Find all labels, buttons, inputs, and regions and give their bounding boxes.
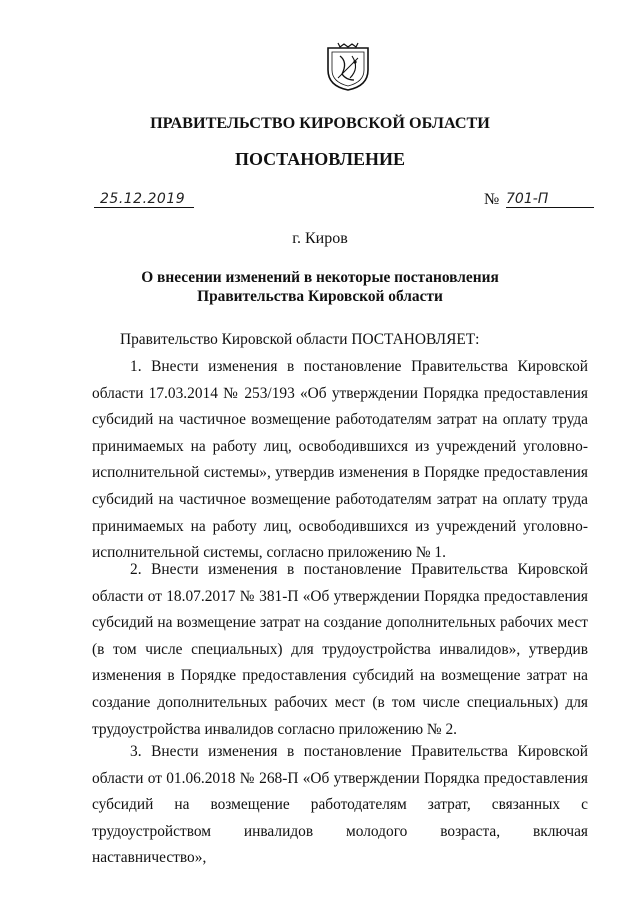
paragraph-3: 3. Внести изменения в постановление Правительства Кировской области от 01.06.2018 № 268-П «Об утверждении Порядка предоставления субсидий на возмещение работодателям затрат, связанных с трудоустройством инвалидов молодого возраста, включая наставничество», — [92, 743, 588, 867]
intro-paragraph: Правительство Кировской области ПОСТАНОВЛЯЕТ: — [120, 331, 480, 348]
paragraph-2: 2. Внести изменения в постановление Правительства Кировской области от 18.07.2017 № 381-П «Об утверждении Порядка предоставления субсидий на возмещение затрат на создание дополнительных рабочих мест (в том числе специальных) для трудоустройства инвалидов», утвердив изменения в Порядке предоставления субсидий на возмещение затрат на создание дополнительных рабочих мест (в том числе специальных) для трудоустройства инвалидов согласно приложению № 2. — [92, 561, 588, 738]
document-date: 25.12.2019 — [100, 191, 186, 207]
number-sign: № — [484, 191, 500, 208]
document-number-field — [484, 191, 594, 211]
organization-name: ПРАВИТЕЛЬСТВО КИРОВСКОЙ ОБЛАСТИ — [150, 114, 490, 132]
number-underline — [506, 207, 594, 208]
paragraph-2-block — [92, 557, 588, 743]
document-title-line-2: Правительства Кировской области — [197, 288, 443, 305]
date-underline — [94, 207, 194, 208]
document-date-field — [94, 191, 194, 211]
paragraph-1: 1. Внести изменения в постановление Правительства Кировской области 17.03.2014 № 253/193 «Об утверждении Порядка предоставления субсидий на частичное возмещение работодателям затрат на оплату труда принимаемых на работу лиц, освободившихся из учреждений уголовно-исполнительной системы», утвердив изменения в Порядке предоставления субсидий на частичное возмещение работодателям затрат на оплату труда принимаемых на работу лиц, освободившихся из учреждений уголовно-исполнительной системы, согласно приложению № 1. — [92, 358, 588, 562]
paragraph-3-block — [92, 739, 588, 872]
coat-of-arms-icon — [324, 40, 372, 92]
document-number: 701-П — [506, 191, 549, 207]
document-title — [60, 268, 580, 306]
paragraph-1-block — [92, 354, 588, 567]
intro-block — [92, 327, 588, 354]
document-type: ПОСТАНОВЛЕНИЕ — [234, 149, 406, 169]
document-title-line-1: О внесении изменений в некоторые постановления — [141, 269, 499, 286]
city: г. Киров — [292, 230, 348, 247]
